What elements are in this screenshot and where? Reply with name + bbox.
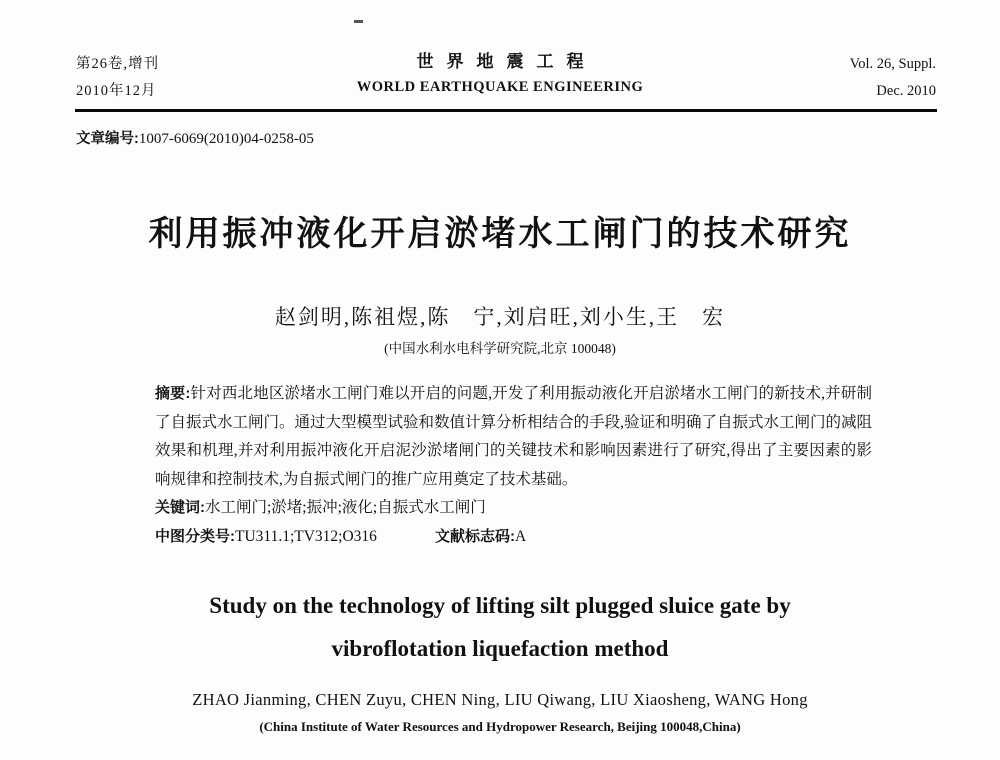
journal-name-en: WORLD EARTHQUAKE ENGINEERING: [356, 79, 644, 95]
header-divider-rule: [75, 109, 937, 112]
clc-label: 中图分类号:: [155, 527, 235, 545]
article-number-value: 1007-6069(2010)04-0258-05: [138, 131, 314, 147]
volume-line-zh: 第26卷,增刊: [76, 56, 160, 72]
affiliation-en: (China Institute of Water Resources and Hydropower Research, Beijing 100048,China): [259, 719, 741, 734]
journal-name-zh: 世界地震工程: [416, 52, 597, 71]
journal-volume-info-en: [850, 51, 936, 105]
abstract-text: 针对西北地区淤堵水工闸门难以开启的问题,开发了利用振动液化开启淤堵水工闸门的新技术,并研制了自振式水工闸门。通过大型模型试验和数值计算分析相结合的手段,验证和明确了自振式水工闸门的减阻效果和机理,并对利用振冲液化开启泥沙淤堵闸门的关键技术和影响因素进行了研究,得出了主要因素的影响规律和控制技术,为自振式闸门的推广应用奠定了技术基础。: [155, 385, 872, 488]
volume-line-en: Vol. 26, Suppl.: [849, 56, 936, 72]
authors-zh: 赵剑明,陈祖煜,陈 宁,刘启旺,刘小生,王 宏: [274, 305, 726, 329]
date-line-en: Dec. 2010: [876, 83, 936, 99]
scan-artifact-dash: [354, 20, 363, 23]
authors-en: ZHAO Jianming, CHEN Zuyu, CHEN Ning, LIU Qiwang, LIU Xiaosheng, WANG Hong: [192, 690, 808, 709]
keywords-line: [155, 494, 872, 523]
keywords-label: 关键词:: [155, 499, 205, 517]
paper-title-en-line1: Study on the technology of lifting silt plugged sluice gate by: [209, 593, 791, 618]
affiliation-zh: (中国水利水电科学研究院,北京 100048): [384, 341, 616, 356]
paper-title-zh: 利用振冲液化开启淤堵水工闸门的技术研究: [148, 215, 852, 253]
abstract-paragraph: [155, 380, 872, 494]
doc-code-value: A: [514, 527, 527, 545]
article-number-line: [76, 127, 314, 148]
keywords-text: 水工闸门;淤堵;振冲;液化;自振式水工闸门: [205, 499, 486, 517]
classification-line: [155, 523, 872, 552]
abstract-label: 摘要:: [155, 385, 191, 402]
abstract-section: [155, 380, 872, 552]
clc-value: TU311.1;TV312;O316: [235, 527, 377, 545]
article-number-label: 文章编号:: [76, 131, 139, 147]
paper-title-en: [0, 584, 1000, 670]
paper-title-en-line2: vibroflotation liquefaction method: [331, 636, 669, 661]
date-line-zh: 2010年12月: [76, 83, 157, 99]
doc-code-label: 文献标志码:: [434, 527, 515, 545]
